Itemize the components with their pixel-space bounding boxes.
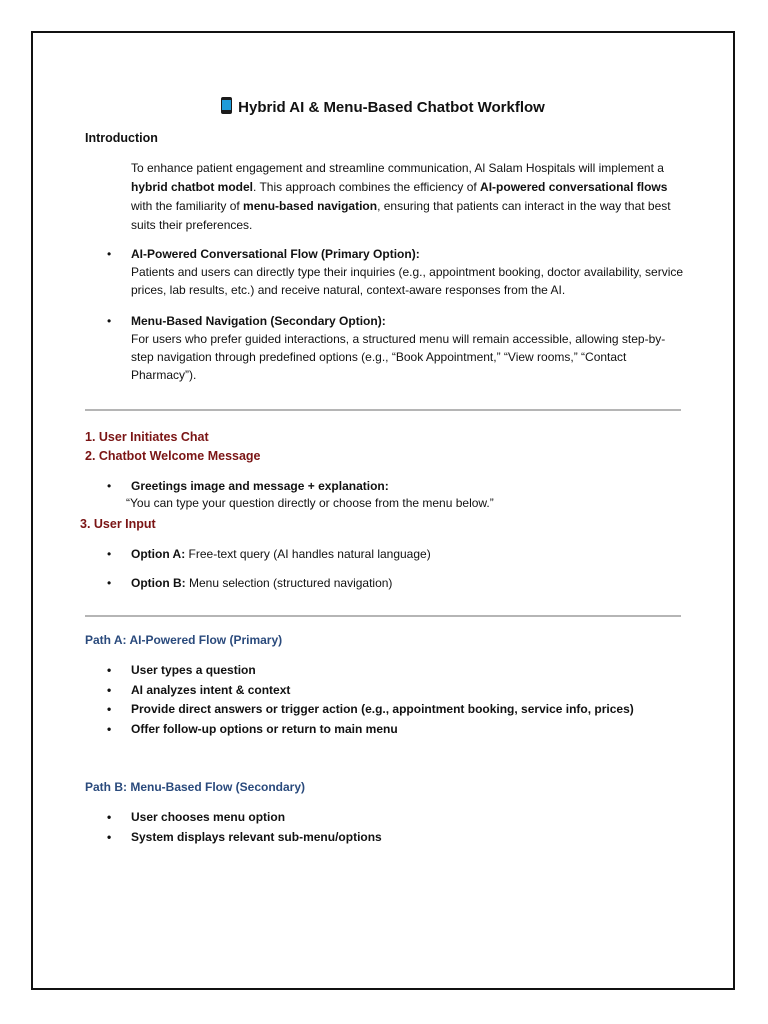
bullet-dot: •: [107, 810, 112, 824]
intro-heading: Introduction: [85, 131, 158, 145]
intro-paragraph: [131, 159, 679, 235]
list-item: [107, 828, 691, 848]
list-item: [107, 681, 691, 701]
list-item-text: System displays relevant sub-menu/options: [131, 829, 382, 844]
bullet-dot: •: [107, 314, 112, 328]
path-b-heading: Path B: Menu-Based Flow (Secondary): [85, 780, 306, 794]
option-b-label: Option B:: [131, 576, 186, 590]
intro-text-4: , ensuring that patients can interact in the way that best suits their preferences.: [131, 199, 671, 232]
option-ai-text: Patients and users can directly type their inquiries (e.g., appointment booking, doctor availability, service prices, lab results, etc.) and receive natural, context-aware responses from the AI.: [131, 265, 684, 297]
option-menu-heading: Menu-Based Navigation (Secondary Option):: [131, 314, 386, 328]
intro-bold-3: menu-based navigation: [243, 199, 378, 213]
list-item-text: User types a question: [131, 663, 256, 677]
list-item-text: Offer follow-up options or return to main menu: [131, 721, 398, 736]
option-menu-block: [107, 312, 686, 384]
step-3-heading: 3. User Input: [80, 517, 156, 531]
document-page: [31, 31, 735, 990]
welcome-bullet: [107, 477, 691, 495]
document-title-row: [33, 97, 733, 118]
list-item-text: User chooses menu option: [131, 810, 286, 824]
list-item-text: Provide direct answers or trigger action (e.g., appointment booking, service info, prices): [131, 702, 634, 716]
option-b-bullet: [107, 574, 691, 592]
option-a-text: Free-text query (AI handles natural language): [185, 547, 431, 561]
welcome-quote: “You can type your question directly or choose from the menu below.”: [126, 496, 494, 510]
bullet-dot: •: [107, 247, 112, 261]
bullet-dot: •: [107, 547, 112, 561]
bullet-dot: •: [107, 663, 112, 677]
list-item: [107, 661, 691, 681]
option-ai-heading: AI-Powered Conversational Flow (Primary Option):: [131, 247, 420, 261]
document-title: Hybrid AI & Menu-Based Chatbot Workflow: [238, 99, 545, 116]
option-a-bullet: [107, 545, 691, 563]
list-item: [107, 808, 691, 828]
option-ai-block: [107, 245, 691, 299]
intro-text-2: . This approach combines the efficiency of: [253, 180, 481, 194]
section-divider: [85, 409, 681, 411]
section-divider: [85, 615, 681, 617]
bullet-dot: •: [107, 829, 112, 844]
intro-bold-1: hybrid chatbot model: [131, 180, 254, 194]
path-b-list: [107, 808, 691, 847]
welcome-bullet-text: Greetings image and message + explanation:: [131, 479, 389, 493]
list-item-text: AI analyzes intent & context: [131, 682, 291, 697]
option-b-text: Menu selection (structured navigation): [185, 576, 393, 590]
bullet-dot: •: [107, 702, 112, 716]
step-2-heading: 2. Chatbot Welcome Message: [85, 449, 261, 463]
list-item: [107, 700, 691, 720]
intro-text-1: To enhance patient engagement and streamline communication, Al Salam Hospitals will implement a: [131, 161, 664, 175]
path-a-heading: Path A: AI-Powered Flow (Primary): [85, 633, 283, 647]
path-a-list: [107, 661, 691, 739]
step-1-heading: 1. User Initiates Chat: [85, 430, 209, 444]
bullet-dot: •: [107, 721, 112, 736]
option-menu-text: For users who prefer guided interactions, a structured menu will remain accessible, allowing step-by-step navigation through predefined options (e.g., “Book Appointment,” “View rooms,” “Contact Pharmacy”).: [131, 332, 666, 382]
intro-bold-2: AI-powered conversational flows: [480, 180, 668, 194]
list-item: [107, 720, 691, 740]
mobile-phone-icon: [221, 97, 232, 114]
option-a-label: Option A:: [131, 547, 186, 561]
bullet-dot: •: [107, 576, 112, 590]
bullet-dot: •: [107, 682, 112, 697]
bullet-dot: •: [107, 479, 112, 493]
intro-text-3: with the familiarity of: [131, 199, 244, 213]
